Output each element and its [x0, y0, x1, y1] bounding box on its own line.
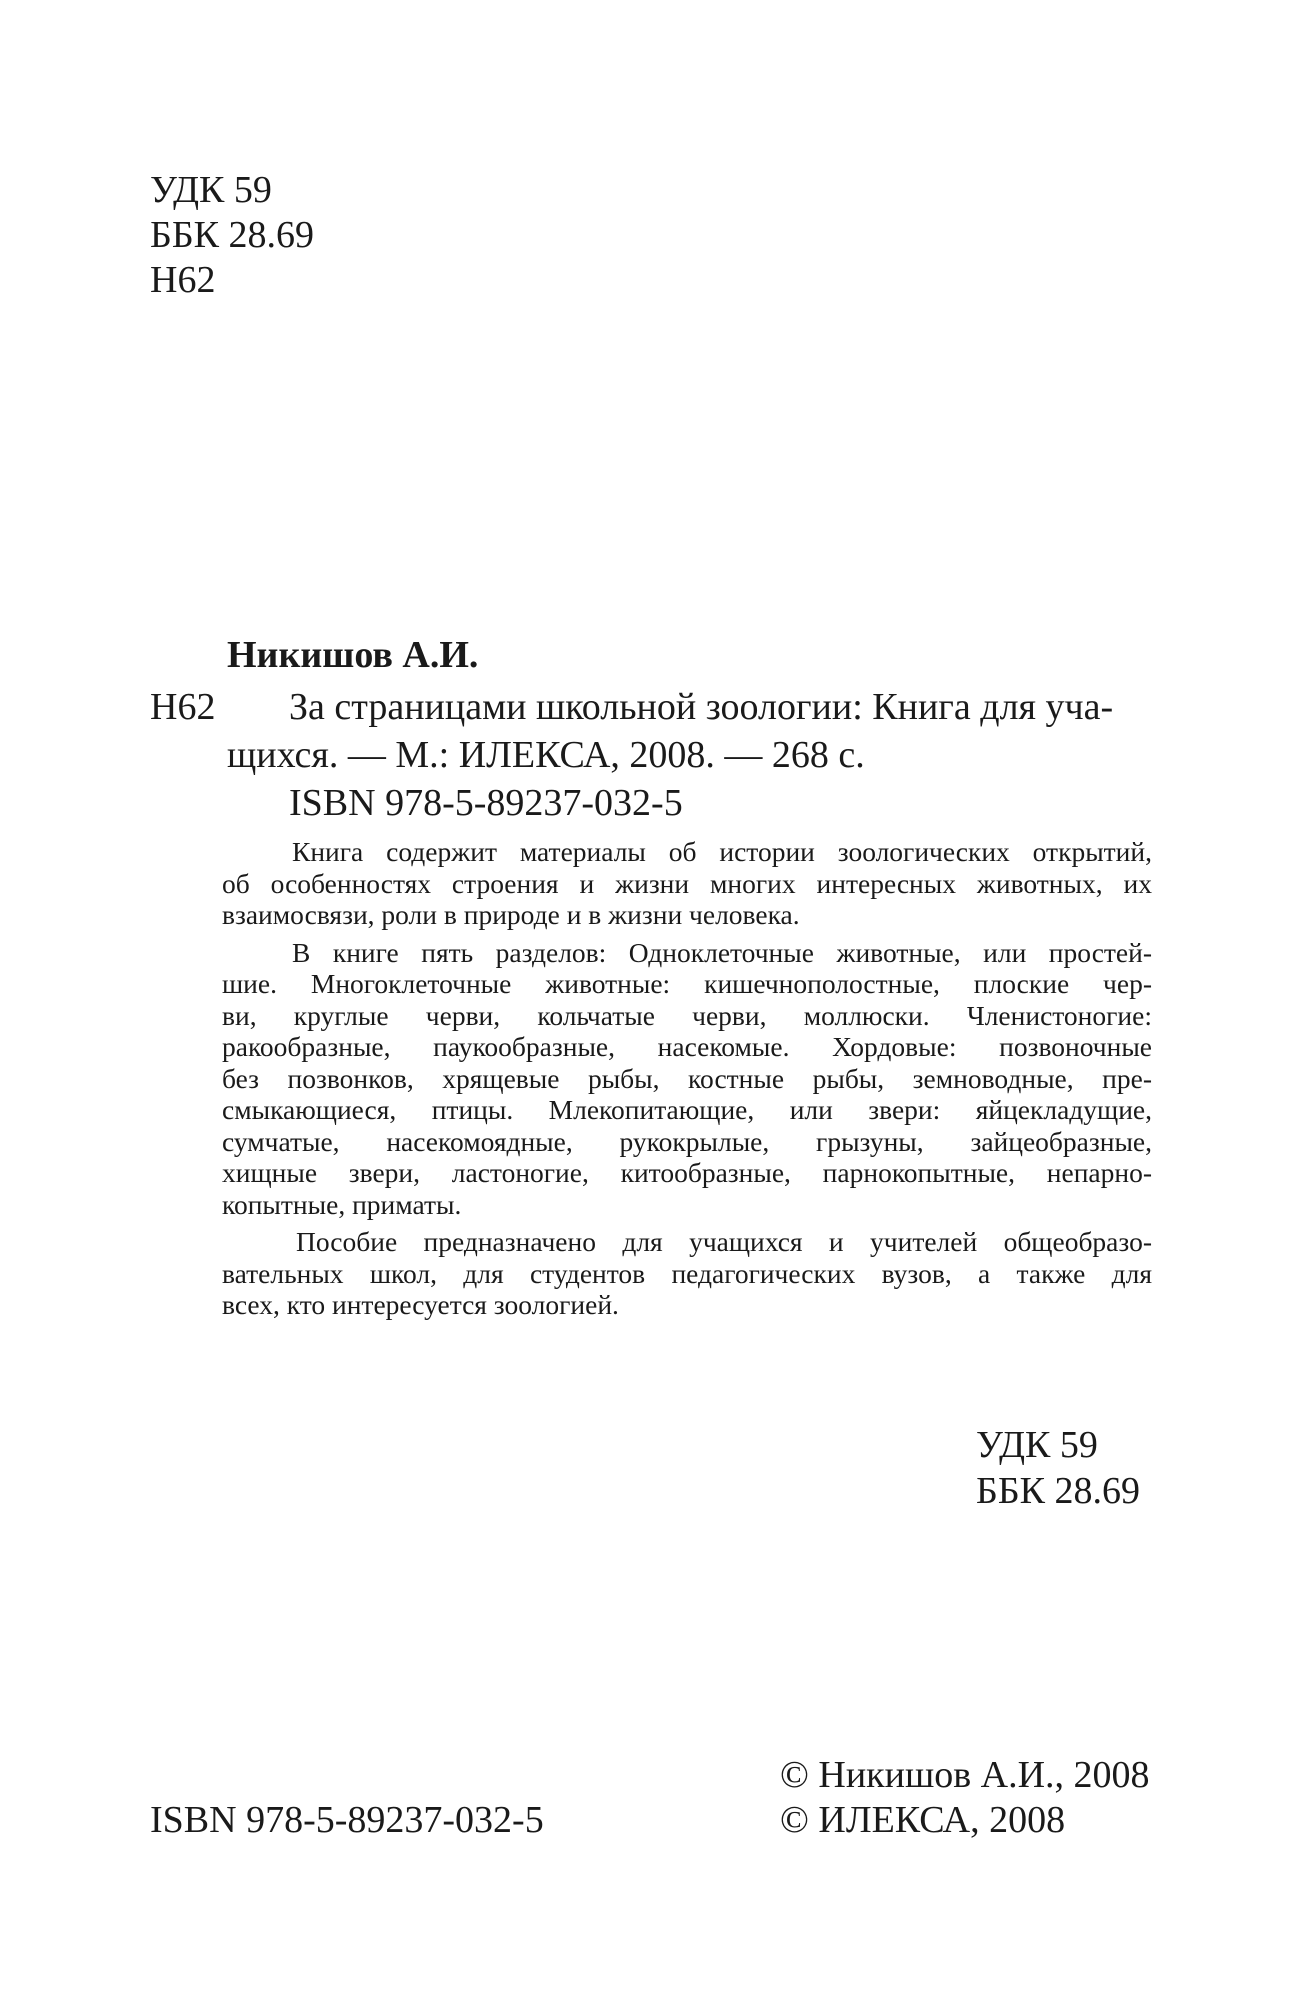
udk-code: УДК 59: [150, 169, 272, 211]
author-mark: Н62: [150, 259, 216, 301]
abstract-p1-line: Книга содержит материалы об истории зоологических открытий,: [292, 836, 1152, 867]
isbn-footer: ISBN 978-5-89237-032-5: [150, 1799, 544, 1841]
abstract-p2-line: без позвонков, хрящевые рыбы, костные рыбы, земноводные, пре-: [222, 1062, 1152, 1094]
abstract-p2-line: хищные звери, ластоногие, китообразные, парнокопытные, непарно-: [222, 1157, 1152, 1188]
isbn-record: ISBN 978-5-89237-032-5: [289, 782, 683, 824]
classification-block-top: [150, 171, 314, 306]
classification-block-bottom: [976, 1426, 1140, 1518]
abstract-p2-line: шие. Многоклеточные животные: кишечнополостные, плоские чер-: [222, 968, 1152, 999]
abstract-p3-line: вательных школ, для студентов педагогических вузов, а также для: [222, 1257, 1152, 1289]
copyright-block: [780, 1756, 1150, 1846]
abstract-p3-line: Пособие предназначено для учащихся и учителей общеобразо-: [296, 1226, 1152, 1257]
abstract-p2-line: сумчатые, насекомоядные, рукокрылые, грызуны, зайцеобразные,: [222, 1125, 1152, 1157]
abstract: [222, 836, 1152, 1321]
bbk-code: ББК 28.69: [150, 214, 314, 256]
copyright-publisher: © ИЛЕКСА, 2008: [780, 1799, 1066, 1841]
abstract-p3-line: всех, кто интересуется зоологией.: [222, 1289, 619, 1320]
abstract-p2-line: смыкающиеся, птицы. Млекопитающие, или звери: яйцекладущие,: [222, 1094, 1152, 1125]
bbk-code-bottom: ББК 28.69: [976, 1470, 1140, 1512]
abstract-p2-line: копытные, приматы.: [222, 1188, 462, 1220]
abstract-p2-line: В книге пять разделов: Одноклеточные животные, или простей-: [292, 936, 1152, 968]
author-name: Никишов А.И.: [227, 634, 479, 676]
copyright-author: © Никишов А.И., 2008: [780, 1754, 1150, 1796]
book-title-line-1: За страницами школьной зоологии: Книга для уча-: [289, 686, 1114, 728]
abstract-p2-line: ракообразные, паукообразные, насекомые. Хордовые: позвоночные: [222, 1031, 1152, 1062]
author-mark-left: Н62: [150, 686, 216, 728]
book-title-line-2: щихся. — М.: ИЛЕКСА, 2008. — 268 с.: [227, 734, 865, 776]
abstract-p1-line: об особенностях строения и жизни многих интересных животных, их: [222, 867, 1152, 899]
abstract-p2-line: ви, круглые черви, кольчатые черви, моллюски. Членистоногие:: [222, 999, 1152, 1031]
udk-code-bottom: УДК 59: [976, 1424, 1098, 1466]
abstract-p1-line: взаимосвязи, роли в природе и в жизни человека.: [222, 899, 800, 930]
